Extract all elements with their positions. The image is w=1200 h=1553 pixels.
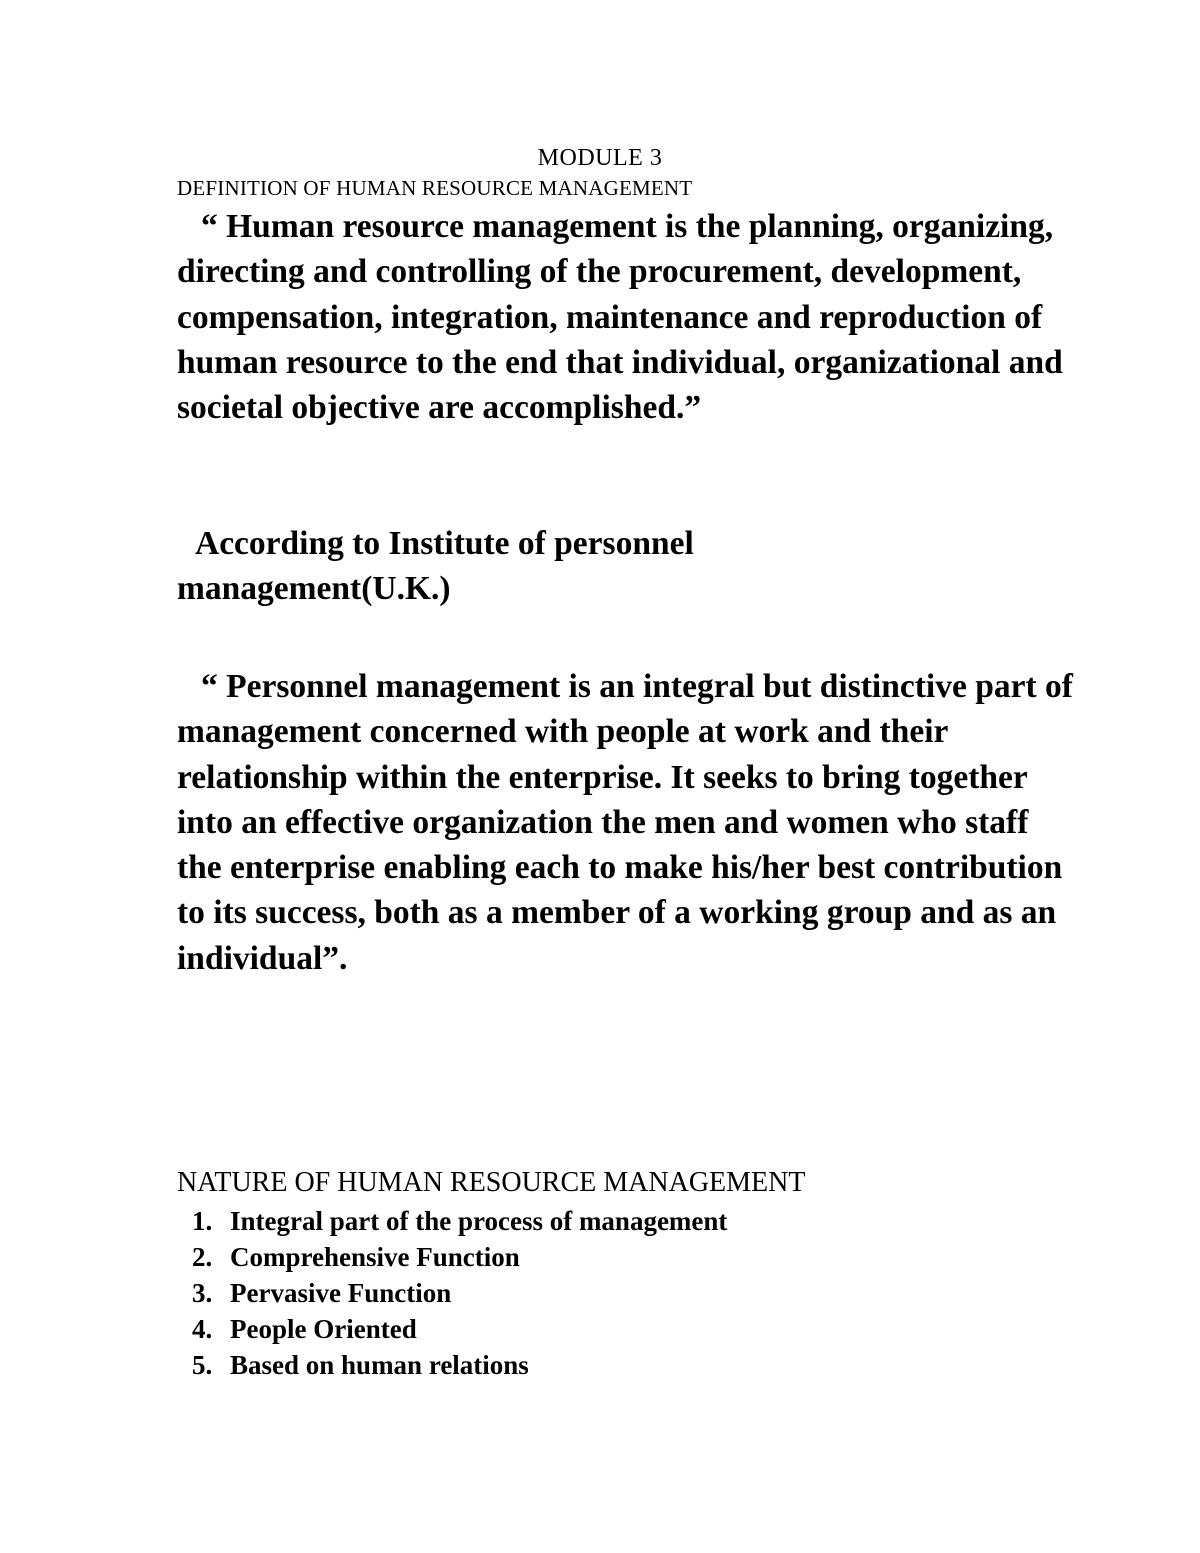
hrm-definition-quote: “ Human resource management is the planning, organizing, directing and controlling of the procurement, development, compensation, integration, maintenance and reproduction of human resource to the end that individual, organizational and societal objective are accomplished.” (177, 208, 1063, 427)
nature-list-item (192, 1239, 727, 1275)
list-item-text: Integral part of the process of management (230, 1206, 728, 1236)
personnel-management-quote: “ Personnel management is an integral but distinctive part of management concerned with people at work and their relationship within the enterprise. It seeks to bring together into an effective organization the men and women who staff the enterprise enabling each to make his/her best contribution to its success, both as a member of a working group and as an individual”. (177, 668, 1073, 977)
attribution-line: According to Institute of personnel management(U.K.) (177, 525, 694, 608)
nature-list-item (192, 1347, 727, 1383)
list-item-text: People Oriented (230, 1314, 417, 1344)
list-number: 2. (192, 1242, 213, 1272)
list-item-text: Pervasive Function (230, 1278, 452, 1308)
list-number: 4. (192, 1314, 213, 1344)
module-title: MODULE 3 (537, 145, 663, 171)
list-number: 5. (192, 1350, 213, 1380)
list-number: 3. (192, 1278, 213, 1308)
definition-heading: DEFINITION OF HUMAN RESOURCE MANAGEMENT (177, 176, 693, 200)
list-item-text: Based on human relations (230, 1350, 529, 1380)
nature-list-item (192, 1311, 727, 1347)
nature-list-item (192, 1275, 727, 1311)
nature-list (192, 1203, 727, 1383)
list-number: 1. (192, 1206, 213, 1236)
list-item-text: Comprehensive Function (230, 1242, 520, 1272)
nature-heading: NATURE OF HUMAN RESOURCE MANAGEMENT (177, 1167, 806, 1198)
nature-list-item (192, 1203, 727, 1239)
